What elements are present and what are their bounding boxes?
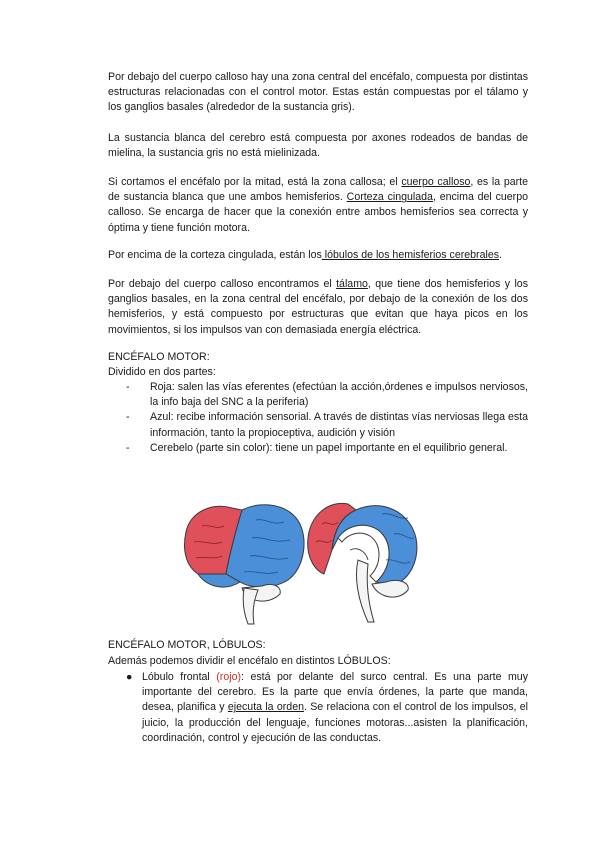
underlined-term-lobulos: lóbulos de los hemisferios cerebrales <box>321 249 500 261</box>
brainstem <box>243 588 258 624</box>
text-run: . <box>499 249 502 261</box>
text-run: , es la parte de sustancia blanca que une ambos hemisferios. <box>108 176 528 204</box>
text-run: Por encima de la corteza cingulada, están los <box>108 249 322 261</box>
list-item-text: Cerebelo (parte sin color): tiene un papel importante en el equilibrio general. <box>150 441 508 454</box>
brain-medial-icon <box>308 503 417 622</box>
brain-figure-svg <box>172 490 428 630</box>
bullet-dot: ● <box>126 671 133 683</box>
text-run: . Se relaciona con el control de los impulsos, el juicio, la producción del lenguaje, funciones motoras...asisten la planificación, coordinación, control y ejecución de las conductas. <box>142 701 528 744</box>
list-item-cerebelo <box>108 441 528 456</box>
lobes-list <box>108 670 528 746</box>
list-item-azul <box>108 410 528 440</box>
text-run: Lóbulo frontal <box>142 671 217 683</box>
list-item-roja <box>108 380 528 410</box>
underlined-term-ejecuta-la-orden: ejecuta la orden <box>227 701 304 714</box>
section-heading-lobulos: ENCÉFALO MOTOR, LÓBULOS: <box>108 639 266 651</box>
medial-brainstem <box>356 560 374 622</box>
paragraph-white-matter: La sustancia blanca del cerebro está compuesta por axones rodeados de bandas de mielina, la sustancia gris no está mielinizada. <box>108 132 528 160</box>
paragraph-thalamus <box>108 277 528 338</box>
parts-list <box>108 380 528 456</box>
paragraph-corpus-callosum <box>108 175 528 236</box>
text-run: , que tiene dos hemisferios y los ganglios basales, en la zona central del encéfalo, por debajo de la conexión de los dos hemisferios, y está compuesto por estructuras que evitan que haya picos en los movimientos, si los impulsos van con demasiada energía eléctrica. <box>108 278 528 336</box>
brain-lateral-icon <box>185 505 305 624</box>
brain-figure <box>172 490 428 630</box>
section-heading-encefalo-motor: ENCÉFALO MOTOR: <box>108 351 210 363</box>
text-run: , encima del cuerpo calloso. Se encarga de hacer que la conexión entre ambos hemisferios sea correcta y óptima y tiene función motora. <box>108 191 528 234</box>
section-intro-lobulos: Además podemos dividir el encéfalo en distintos LÓBULOS: <box>108 655 391 667</box>
text-run: Por debajo del cuerpo calloso encontramos el <box>108 278 337 290</box>
list-item-lobulo-frontal <box>108 670 528 746</box>
red-label-rojo: (rojo) <box>216 671 241 683</box>
paragraph-subcallosal: Por debajo del cuerpo calloso hay una zona central del encéfalo, compuesta por distintas estructuras relacionadas con el control motor. Estas están compuestas por el tálamo y los ganglios basales (alrededor de la sustancia gris). <box>108 71 528 114</box>
paragraph-lobes <box>108 248 528 263</box>
text-run: Si cortamos el encéfalo por la mitad, está la zona callosa; el <box>108 176 402 188</box>
text-run: : está por delante del surco central. Es una parte muy importante del cerebro. Es la parte que envía órdenes, la parte que manda, desea, planifica y <box>142 671 528 714</box>
underlined-term-cuerpo-calloso: cuerpo calloso <box>401 176 471 188</box>
underlined-term-talamo: tálamo <box>336 278 368 290</box>
dash-bullet: - <box>126 381 130 393</box>
list-item-text: Roja: salen las vías eferentes (efectúan la acción,órdenes e impulsos nerviosos, la info baja del SNC a la periferia) <box>150 381 528 409</box>
dash-bullet: - <box>126 441 130 454</box>
list-item-text: Azul: recibe información sensorial. A través de distintas vías nerviosas llega esta información, tanto la propioceptiva, audición y visión <box>150 411 528 439</box>
section-intro-dos-partes: Dividido en dos partes: <box>108 366 216 378</box>
dash-bullet: - <box>126 411 130 424</box>
medial-cerebellum <box>372 580 408 597</box>
underlined-term-corteza-cingulada: Corteza cingulada <box>346 191 433 204</box>
